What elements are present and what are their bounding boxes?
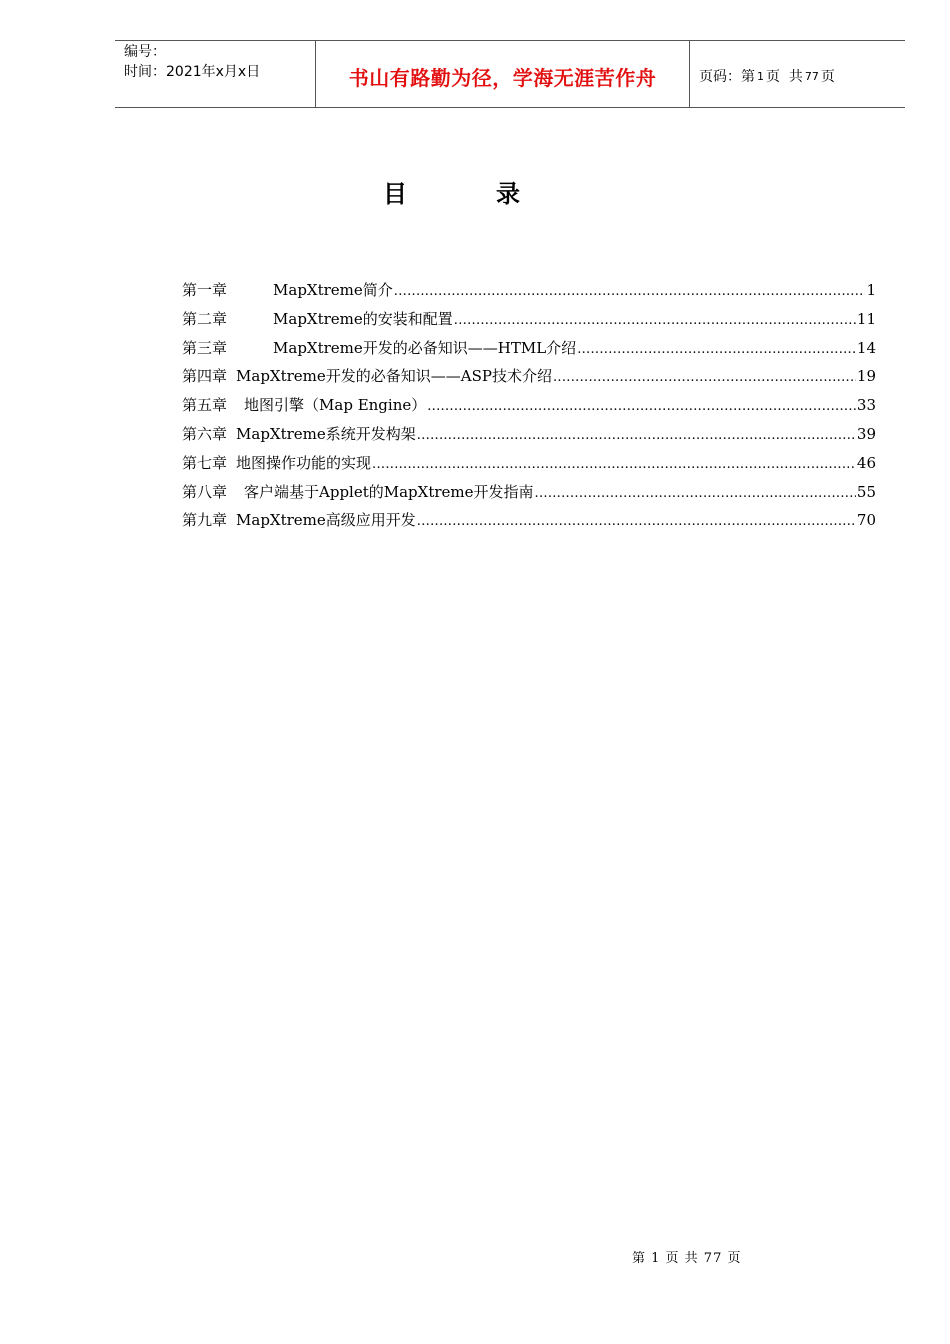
page-total: 77 <box>804 69 819 83</box>
toc-page-number: 46 <box>856 453 876 472</box>
toc-entry[interactable] <box>182 394 876 423</box>
time-label: 时间：2021年x月x日 <box>124 64 261 80</box>
toc-page-number: 33 <box>856 396 876 415</box>
page-prefix: 页码：第 <box>699 69 755 85</box>
toc-chapter: 第六章 <box>182 424 228 443</box>
toc-chapter: 第二章 <box>182 309 228 328</box>
title-char-1: 目 <box>383 180 407 208</box>
toc-chapter: 第四章 <box>182 367 228 386</box>
toc-title: 客户端基于Applet的MapXtreme开发指南 <box>244 482 534 501</box>
toc-title: MapXtreme简介 <box>273 281 393 299</box>
toc-title: MapXtreme的安装和配置 <box>273 309 453 328</box>
page-header <box>115 40 905 108</box>
toc-title: 地图操作功能的实现 <box>236 453 372 472</box>
toc-page-number: 70 <box>856 511 876 530</box>
toc-entry[interactable] <box>182 509 876 538</box>
number-label: 编号： <box>124 44 166 60</box>
toc-leader-dots <box>372 454 856 472</box>
toc-page-number: 19 <box>856 367 876 386</box>
toc-page-number: 1 <box>866 281 876 299</box>
header-meta <box>115 41 316 107</box>
toc-title: MapXtreme系统开发构架 <box>236 424 416 443</box>
toc-page-number: 39 <box>856 424 876 443</box>
toc-leader-dots <box>454 310 856 328</box>
toc-entry[interactable] <box>182 279 876 308</box>
toc-entry[interactable] <box>182 481 876 510</box>
toc-entry[interactable] <box>182 308 876 337</box>
motto: 书山有路勤为径，学海无涯苦作舟 <box>348 65 657 90</box>
toc-title: 地图引擎（Map Engine） <box>244 396 427 415</box>
toc-entry[interactable] <box>182 337 876 366</box>
page-suffix: 页 <box>820 69 835 85</box>
page-current: 1 <box>757 69 764 83</box>
toc-leader-dots <box>394 281 866 299</box>
toc-leader-dots <box>417 425 856 443</box>
page-mid: 页 共 <box>766 69 803 85</box>
toc-page-number: 14 <box>856 338 876 357</box>
toc-chapter: 第五章 <box>182 396 228 415</box>
toc-entry[interactable] <box>182 452 876 481</box>
toc-leader-dots <box>577 339 856 357</box>
toc-entry[interactable] <box>182 365 876 394</box>
header-motto-cell <box>316 41 690 107</box>
page-title <box>0 174 950 210</box>
toc-chapter: 第一章 <box>182 281 228 299</box>
toc-chapter: 第九章 <box>182 511 228 530</box>
toc-chapter: 第八章 <box>182 482 228 501</box>
toc-leader-dots <box>417 511 856 529</box>
toc-title: MapXtreme开发的必备知识——HTML介绍 <box>273 338 577 357</box>
toc-chapter: 第七章 <box>182 453 228 472</box>
toc-page-number: 55 <box>856 482 876 501</box>
table-of-contents <box>182 279 876 538</box>
toc-title: MapXtreme高级应用开发 <box>236 511 416 530</box>
toc-leader-dots <box>553 367 856 385</box>
toc-chapter: 第三章 <box>182 338 228 357</box>
header-page-info <box>690 41 905 107</box>
toc-page-number: 11 <box>856 309 876 328</box>
toc-leader-dots <box>427 396 856 414</box>
toc-entry[interactable] <box>182 423 876 452</box>
page-footer: 第 1 页 共 77 页 <box>632 1251 742 1266</box>
toc-leader-dots <box>535 483 856 501</box>
toc-title: MapXtreme开发的必备知识——ASP技术介绍 <box>236 367 552 386</box>
title-char-2: 录 <box>496 180 520 208</box>
